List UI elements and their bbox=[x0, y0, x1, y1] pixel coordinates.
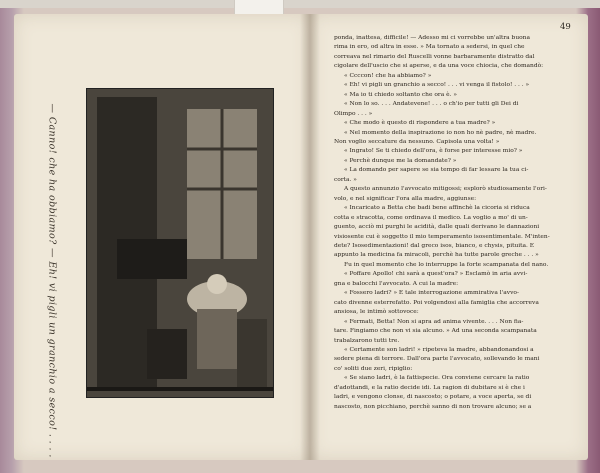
text-line: ansiosa, le intimò sottovoce: bbox=[334, 309, 419, 316]
text-line: co' soliti due zeri, ripiglio: bbox=[334, 365, 413, 372]
text-line: Fu in quel momento che lo interruppe la forte scampanata del nano. bbox=[344, 261, 549, 268]
text-line: volo, e nel significar l'ora alla madre, aggiunse: bbox=[334, 195, 477, 202]
text-line: « Certamente son ladri! » ripeteva la madre, abbandonandosi a bbox=[344, 346, 534, 353]
text-line: corta. » bbox=[334, 176, 357, 183]
text-line: visiosente cui è soggetto il mio temperamento isosentimentale. M'inten- bbox=[334, 233, 550, 240]
text-line: Non voglio seccature da nessuno. Capisola una volta! » bbox=[334, 138, 500, 145]
text-line: Olimpo . . . » bbox=[334, 110, 373, 117]
text-line: « La domando per sapere se sia tempo di far lessare la tua ci- bbox=[344, 167, 529, 174]
text-line: « Poffare Apollo! chi sarà a quest'ora? » Esclamò in aria avvi- bbox=[344, 271, 528, 278]
text-line: dete? Isosedimentazioni! dal greco isos, bianco, e chysis, pituita. E bbox=[334, 242, 535, 249]
text-line: « Ingrato! Se ti chiedo dell'ora, è forse per interesse mio? » bbox=[344, 148, 523, 155]
text-line: A questo annunzio l'avvocato mitigossi; esplorò studiosamente l'ori- bbox=[344, 186, 547, 193]
text-line: ponda, inattesa, difficile! — Adesso mi ci vorrebbe un'altra buona bbox=[334, 35, 530, 41]
text-line: « Fossero ladri? » E tale interrogazione ammirativa l'avvo- bbox=[344, 290, 519, 297]
text-line: « Incaricato a Betta che badi bene affinchè la cicoria si riduca bbox=[344, 205, 530, 212]
text-line: « Nel momento della inspirazione io non ho nè padre, nè madre. bbox=[344, 129, 537, 136]
text-line: cato divenne esterrefatto. Poi volgendosi alla famiglia che accorreva bbox=[334, 299, 539, 306]
plate-caption-text: — Canno! che ha obbiamo? — Eh! vi pigli un granchio a secco! . . . . bbox=[46, 103, 58, 458]
text-line: « Eh! vi pigli un granchio a secco! . . . vi venga il fistolo! . . . » bbox=[344, 82, 530, 89]
illustration-plate bbox=[86, 88, 274, 398]
text-line: « Fermati, Betta! Non si apra ad anima vivente. . . . Non fia- bbox=[344, 318, 524, 325]
book-gutter bbox=[300, 14, 320, 460]
text-line: guento, acciò mi purghi le acidità, dalle quali derivano le dannazioni bbox=[334, 224, 540, 231]
text-line: gna e balocchi l'avvocato. A cui la madre: bbox=[334, 280, 459, 287]
text-line: cigolare dell'uscio che si aperse, e da una voce chiocia, che domandò: bbox=[334, 63, 544, 70]
text-line: tare. Fingiamo che non vi sia alcuno. » Ad una seconda scampanata bbox=[334, 328, 537, 335]
text-line: cotta e stracotta, come ordinava il medico. La voglio a mo' di un- bbox=[334, 214, 528, 221]
text-line: « Ma io ti chiedo soltanto che ora è. » bbox=[344, 91, 457, 98]
text-line: « Ccccon! che ha abbiamo? » bbox=[344, 72, 432, 79]
text-line: sedere piena di terrore. Dall'ora parte l'avvocato, sollevando le mani bbox=[334, 356, 540, 363]
text-line: trabalzarono tutti tre. bbox=[334, 337, 400, 344]
text-line: « Che modo è questo di rispondere a tua madre? » bbox=[344, 120, 496, 127]
text-line: nascosto, non picchiano, perchè sanno di non trovare alcuno; se a bbox=[334, 403, 532, 410]
page-text bbox=[334, 34, 574, 412]
text-line: rima in ero, od altra in esse. » Ma tornato a sedersi, in quel che bbox=[334, 44, 525, 51]
engraving-illustration bbox=[87, 89, 273, 397]
plate-caption bbox=[40, 103, 64, 458]
text-line: ladri, e vengono clonse, di nascosto; o potare, a voce aperta, se di bbox=[334, 394, 532, 401]
page-number: 49 bbox=[560, 22, 571, 32]
text-line: « Se siano ladri, è la fattispecie. Ora conviene cercare la ratio bbox=[344, 375, 530, 382]
text-line: « Perchè dunque me la domandate? » bbox=[344, 157, 457, 164]
text-line: « Non lo so. . . . Andatevene! . . . o ch'io per tutti gli Dei di bbox=[344, 101, 519, 108]
text-line: correava nel rimario del Ruscelli vonne barbaramente distratto dal bbox=[334, 53, 535, 60]
text-line: appunto la medicina fa miracoli, perchè ha tutte parole greche . . . » bbox=[334, 252, 539, 259]
text-line: d'adottandi, e la ratio decide idi. La ragion di dubitare si è che i bbox=[334, 384, 525, 391]
paper-tab bbox=[234, 0, 284, 15]
